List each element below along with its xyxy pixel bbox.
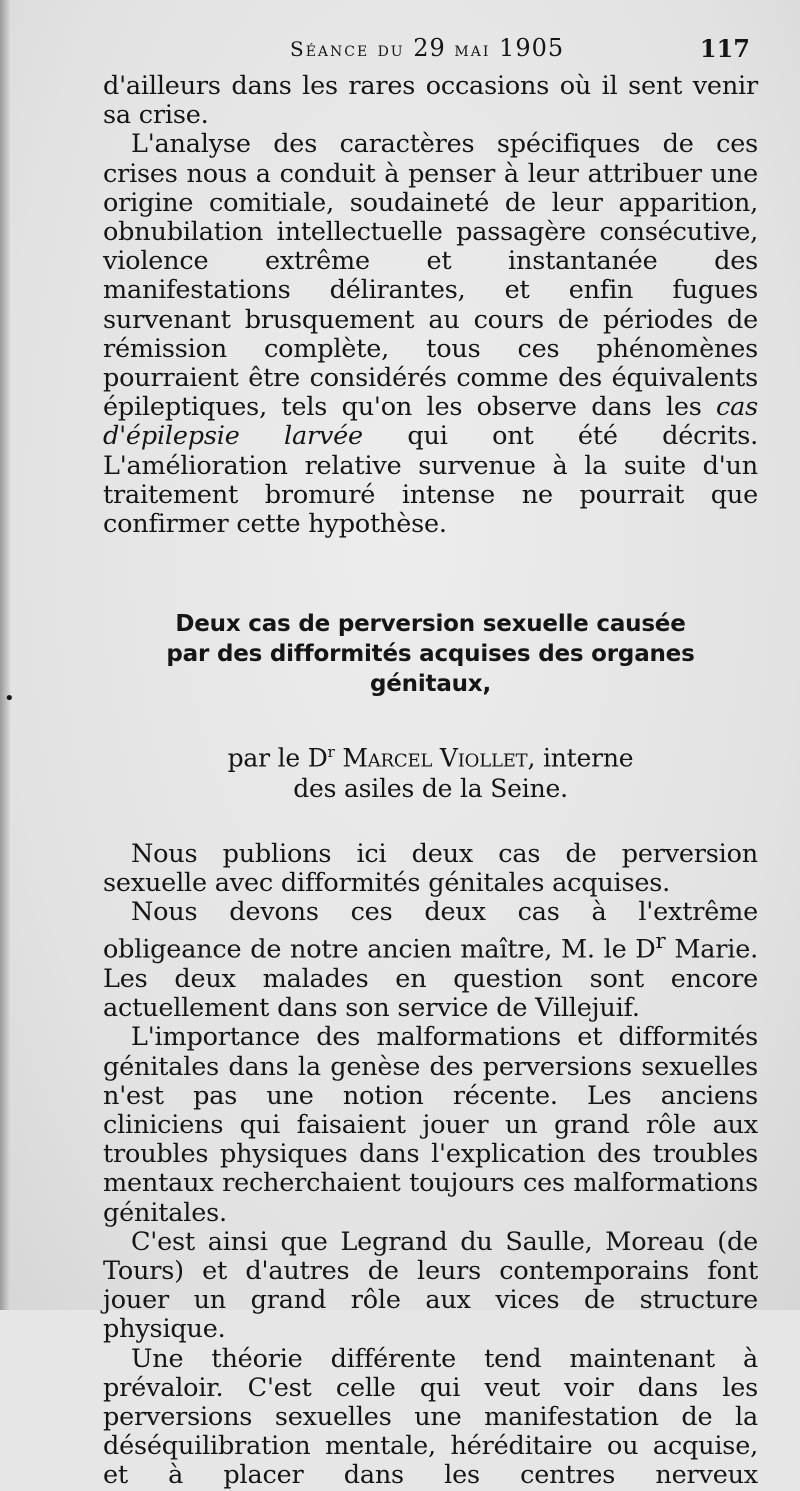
page-number: 117 bbox=[699, 34, 750, 63]
author-prefix-sup: r bbox=[327, 743, 335, 762]
author-role-1: , interne bbox=[527, 743, 634, 773]
margin-mark: • bbox=[4, 688, 15, 709]
month-label: mai bbox=[454, 37, 491, 61]
body-paragraph-4: C'est ainsi que Legrand du Saulle, Moreau (de Tours) et d'autres de leurs contemporains font jouer un grand rôle aux vices de structure physique. bbox=[103, 1226, 758, 1345]
text-column bbox=[103, 72, 758, 1491]
running-title bbox=[290, 34, 564, 62]
body-paragraph-3: L'importance des malformations et difformités génitales dans la genèse des perversions sexuelles n'est pas une notion récente. Les anciens cliniciens qui faisaient jouer un grand rôle aux troubles physiques dans l'explication des troubles mentaux recherchaient toujours ces malformations génitales. bbox=[103, 1022, 758, 1228]
seance-label: Séance du bbox=[290, 37, 405, 61]
page-edge-shadow bbox=[0, 0, 10, 1310]
body-paragraph-5: Une théorie différente tend maintenant à prévaloir. C'est celle qui veut voir dans les perversions sexuelles une manifestation de la déséquilibration mentale, héréditaire ou acquise, et à placer dans les centres nerveux bbox=[103, 1343, 758, 1491]
body-paragraph-1: Nous publions ici deux cas de perversion sexuelle avec difformités génitales acquises. bbox=[103, 838, 758, 898]
running-header bbox=[100, 30, 760, 66]
year-label: 1905 bbox=[499, 34, 565, 62]
paragraph-continued: d'ailleurs dans les rares occasions où il sent venir sa crise. bbox=[103, 71, 758, 131]
paragraph-analysis bbox=[103, 130, 758, 539]
author-name: Marcel Viollet bbox=[342, 743, 528, 773]
italic-term: cas d'épilepsie larvée bbox=[103, 392, 759, 452]
article-title-line-1: Deux cas de perversion sexuelle causée bbox=[175, 611, 686, 638]
body-paragraph-2-sup: r bbox=[655, 929, 666, 955]
author-line bbox=[103, 737, 758, 803]
paragraph-analysis-end: qui ont été décrits. L'amélioration relative survenue à la suite d'un traitement bromuré intense ne pourrait que confirmer cette hypothèse. bbox=[103, 421, 759, 540]
author-prefix: par le D bbox=[227, 743, 328, 773]
paragraph-analysis-text: L'analyse des caractères spécifiques de ces crises nous a conduit à penser à leur attribuer une origine comitiale, soudaineté de leur apparition, obnubilation intellectuelle passagère consécutive, violence extrême et instantanée des manifestations délirantes, et enfin fugues survenant brusquement au cours de périodes de rémission complète, tous ces phénomènes pourraient être considérés comme des équivalents épileptiques, tels qu'on les observe dans les bbox=[103, 129, 758, 423]
article-title-line-2: par des difformités acquises des organes génitaux, bbox=[166, 641, 695, 698]
date-number: 29 bbox=[413, 34, 446, 62]
body-paragraph-2-a: Nous devons ces deux cas à l'extrême obligeance de notre ancien maître, M. le D bbox=[103, 896, 758, 965]
author-line-2: des asiles de la Seine. bbox=[293, 773, 568, 803]
article-title bbox=[103, 609, 758, 699]
spacer bbox=[103, 804, 758, 840]
body-paragraph-2 bbox=[103, 898, 758, 1023]
author-line-1 bbox=[103, 737, 758, 773]
body-paragraph-2-b: Marie. Les deux malades en question sont encore actuellement dans son service de Villejuif. bbox=[103, 934, 758, 1024]
